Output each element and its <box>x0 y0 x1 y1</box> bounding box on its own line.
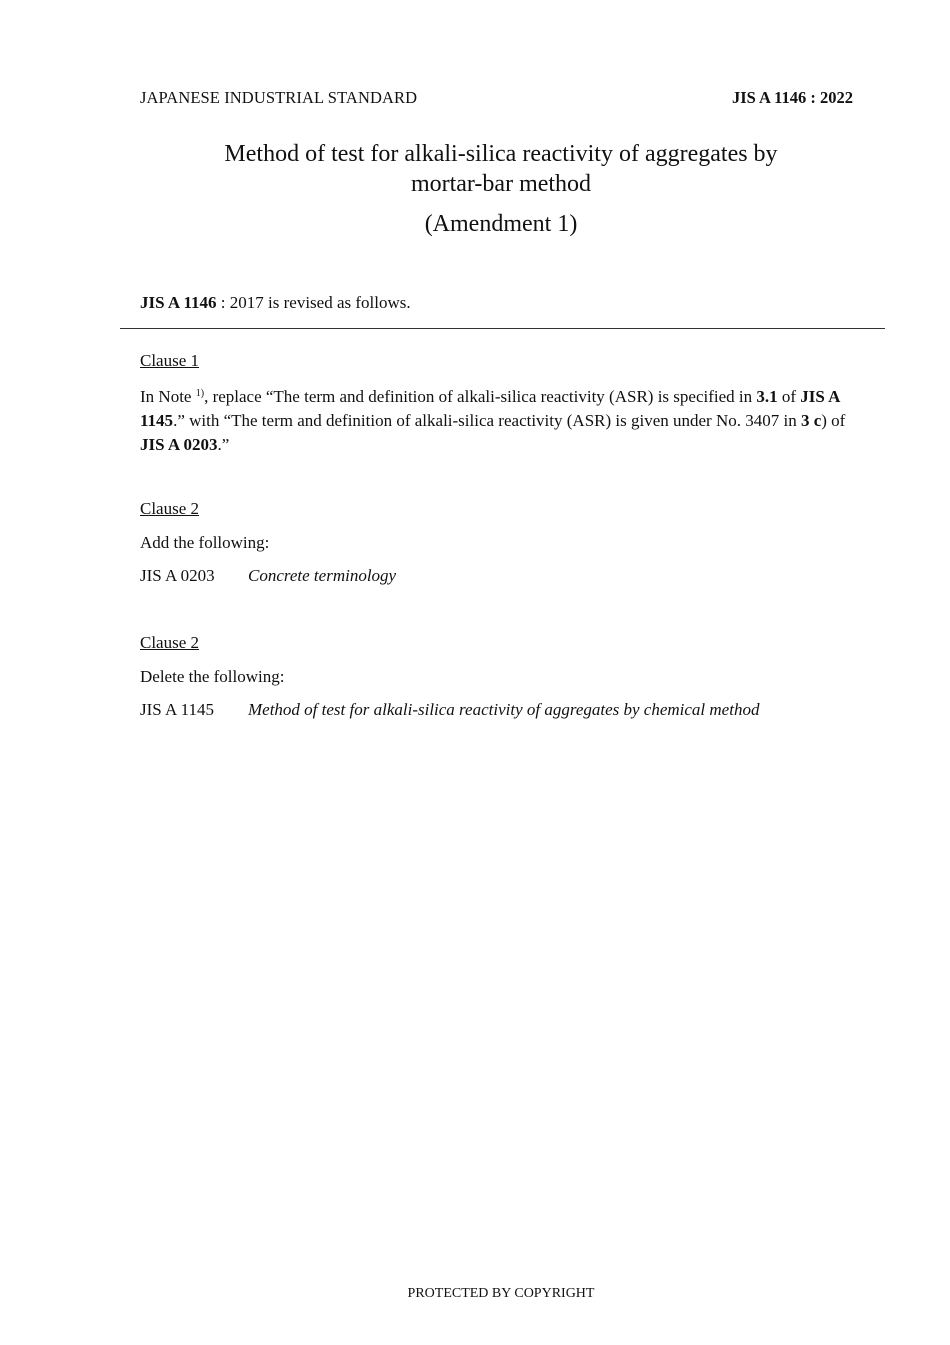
added-reference-title: Concrete terminology <box>248 566 397 585</box>
added-reference <box>140 564 854 588</box>
clause-2-add-heading: Clause 2 <box>140 499 200 518</box>
deleted-reference <box>140 698 854 722</box>
divider-line <box>120 328 885 329</box>
added-reference-code: JIS A 0203 <box>140 566 215 585</box>
clause-2-delete-instruction: Delete the following: <box>140 667 285 686</box>
deleted-reference-code: JIS A 1145 <box>140 700 215 719</box>
amendment-label: (Amendment 1) <box>424 211 578 237</box>
clause-2-add-instruction: Add the following: <box>140 533 270 552</box>
clause-2-delete-heading: Clause 2 <box>140 633 200 652</box>
title-line-2: mortar-bar method <box>410 171 592 197</box>
intro-text: : 2017 is revised as follows. <box>216 293 411 312</box>
header-standard-label: JAPANESE INDUSTRIAL STANDARD <box>140 88 418 107</box>
clause-1-heading: Clause 1 <box>140 351 200 370</box>
title-line-1: Method of test for alkali-silica reactivity of aggregates by <box>224 141 778 167</box>
deleted-reference-title: Method of test for alkali-silica reactivity of aggregates by chemical method <box>248 700 760 719</box>
document-title <box>95 139 907 199</box>
note-reference: 1) <box>195 388 205 399</box>
clause-1-text: In Note $^{1)}$, replace “The term and definition of alkali-silica reactivity (ASR) is specified in 3.1 of JIS A 1145.” with “The term and definition of alkali-silica reactivity (ASR) is given under No. 3407 in 3 c) of JIS A 0203.” <box>140 387 846 454</box>
revision-intro <box>140 291 854 315</box>
copyright-footer: PROTECTED BY COPYRIGHT <box>407 1286 595 1301</box>
intro-standard-code: JIS A 1146 <box>140 293 217 312</box>
header-standard-number: JIS A 1146 : 2022 <box>731 88 853 107</box>
